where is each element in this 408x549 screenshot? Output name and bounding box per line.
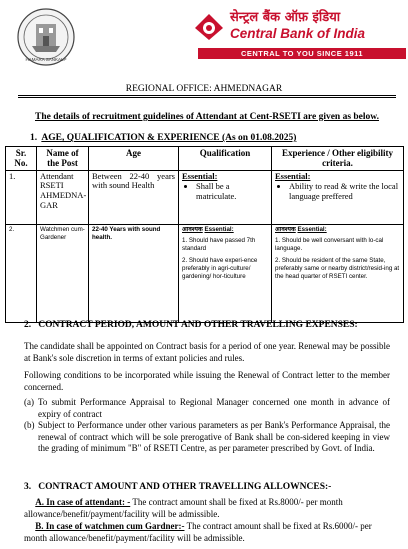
bank-logo-icon [193,12,225,42]
cell-age: 22-40 Years with sound health. [89,224,179,322]
section3-number: 3. [24,482,32,492]
section2-heading [24,320,358,330]
qualification-item: 2. Should have experi-ence preferably in agri-culture/ gardening/ hor-ticulture [182,256,258,281]
emblem-logo-icon [16,6,76,68]
cell-sr: 2. [6,224,37,322]
list-item [24,397,390,420]
list-item-key: (b) [24,420,35,431]
essential-label-hindi: आवश्यक [275,225,296,233]
section1-heading [30,133,296,143]
essential-label: Essential: [297,225,327,233]
watchmen-amount-paragraph [24,521,390,544]
experience-item: • Ability to read & write the local language preffered [289,182,400,202]
cell-experience [272,170,404,224]
letterhead [8,4,402,80]
page-heading: The details of recruitment guidelines of Attendant at Cent-RSETI are given as below. [34,112,380,122]
watchmen-label: B. In case of watchmen cum Gardner:- [35,521,185,531]
bank-name-hindi: सेन्ट्रल बैंक ऑफ़ इंडिया [230,10,341,25]
section1-title: AGE, QUALIFICATION & EXPERIENCE (As on 01.08.2025) [41,133,297,143]
cell-age: Between 22-40 years with sound Health [89,170,179,224]
list-item [24,420,390,455]
table-header-row [6,147,404,171]
experience-item: 1. Should be well conversant with lo-cal language. [275,237,384,253]
watchmen-amount-text: The contract amount shall be fixed at Rs.6000/- per month allowance/benefit/payment/facility will be admissible. [24,521,372,543]
essential-label: Essential: [204,225,234,233]
double-rule-divider [18,95,396,98]
qualification-item: • Shall be a matriculate. [196,182,268,202]
col-qualification: Qualification [179,147,272,171]
regional-office-title: REGIONAL OFFICE: AHMEDNAGAR [125,84,283,94]
conditions-list [24,397,390,455]
col-experience: Experience / Other eligibility criteria. [272,147,404,171]
section1-number: 1. [30,133,38,143]
experience-item: 2. Should be resident of the same State, preferably same or nearby district/resid-ing at the head quarter of RSETI center. [275,256,400,281]
section2-title: CONTRACT PERIOD, AMOUNT AND OTHER TRAVELLING EXPENSES: [38,320,358,330]
col-sr-no: Sr. No. [6,147,37,171]
contract-period-paragraph: The candidate shall be appointed on Contract basis for a period of one year. Renewal may be possible at Bank's sole discretion in terms of extant policies and rules. [24,341,390,363]
cell-qualification [179,224,272,322]
attendant-label: A. In case of attendant: - [35,497,131,507]
list-item-text: To submit Performance Appraisal to Regional Manager concerned one month in advance of expiry of contract [38,397,390,419]
essential-label: Essential: [182,170,218,181]
essential-label: Essential: [275,170,311,181]
section3-heading [24,482,331,492]
cell-experience [272,224,404,322]
essential-label-hindi: आवश्यक [182,225,203,233]
cell-qualification [179,170,272,224]
attendant-amount-paragraph [24,497,390,520]
renewal-conditions-paragraph: Following conditions to be incorporated while issuing the Renewal of Contract letter to the member concerned. [24,370,390,392]
table-row [6,224,404,322]
section2-number: 2. [24,320,32,330]
eligibility-table [5,146,404,323]
cell-sr: 1. [6,170,37,224]
col-age: Age [89,147,179,171]
emblem-text: HAMARA SANKALP [25,57,67,62]
list-item-text: Subject to Performance under other various parameters as per Bank's Performance Appraisal, the renewal of contract which will be sole prerogative of Bank shall be con-sidered keeping in view the grading of minimum "B" of RSETI Centre, as per parameter prescribed by Govt. of India. [38,420,390,454]
cell-post: Attendant RSETI AHMEDNA-GAR [37,170,89,224]
col-post-name: Name of the Post [37,147,89,171]
cell-post: Watchmen cum- Gardener [37,224,89,322]
bank-name: Central Bank of India [230,26,366,41]
list-item-key: (a) [24,397,34,407]
table-row [6,170,404,224]
tagline-banner: CENTRAL TO YOU SINCE 1911 [198,48,406,59]
qualification-item: 1. Should have passed 7th standard [182,237,256,253]
section3-title: CONTRACT AMOUNT AND OTHER TRAVELLING ALLOWNCES:- [38,482,332,492]
attendant-amount-text: The contract amount shall be fixed at Rs.8000/- per month allowance/benefit/payment/facility will be admissible. [24,497,343,519]
